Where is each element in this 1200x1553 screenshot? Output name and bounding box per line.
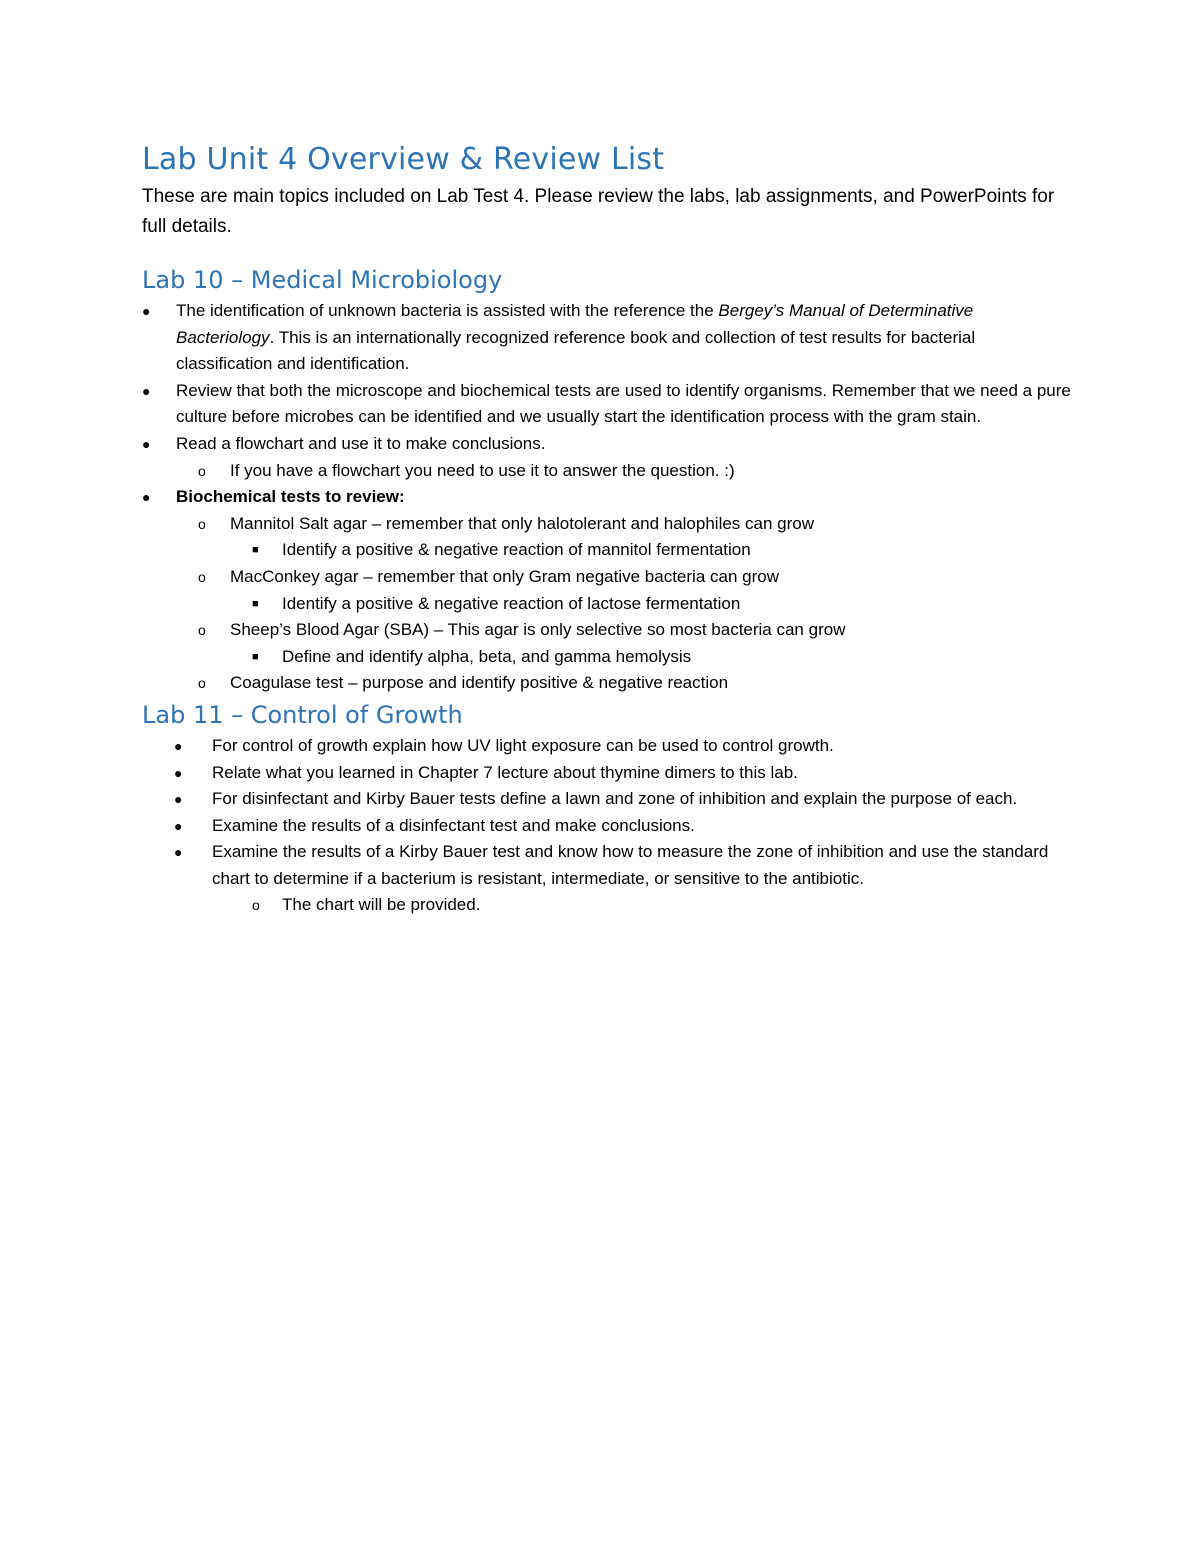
list-item	[142, 813, 1072, 840]
biochem-tests-list	[142, 670, 1072, 697]
list-item	[142, 378, 1072, 431]
list-item	[142, 298, 1072, 378]
hollow-circle-icon: o	[198, 622, 206, 639]
list-item	[142, 484, 1072, 511]
lab11-sublist	[142, 892, 1072, 919]
hollow-circle-icon: o	[198, 568, 206, 585]
square-bullet-icon: ■	[252, 544, 259, 557]
lab11-section	[142, 733, 1072, 919]
list-item	[142, 458, 1072, 485]
item-text: Identify a positive & negative reaction of lactose fermentation	[282, 593, 741, 613]
intro-paragraph: These are main topics included on Lab Test 4. Please review the labs, lab assignments, and PowerPoints for full details.	[142, 186, 1055, 237]
list-item	[142, 733, 1072, 760]
item-text: Biochemical tests to review:	[176, 487, 405, 507]
lab11-list	[142, 733, 1072, 893]
lab10-heading: Lab 10 – Medical Microbiology	[142, 266, 503, 294]
lab11-heading: Lab 11 – Control of Growth	[142, 700, 463, 729]
list-item	[142, 617, 1072, 644]
item-text: Read a flowchart and use it to make conclusions.	[176, 433, 546, 453]
item-text: If you have a flowchart you need to use it to answer the question. :)	[230, 460, 735, 480]
lab10-list	[142, 484, 1072, 511]
item-text: For disinfectant and Kirby Bauer tests define a lawn and zone of inhibition and explain the purpose of each.	[212, 789, 1018, 809]
list-item	[142, 431, 1072, 458]
item-text: Relate what you learned in Chapter 7 lecture about thymine dimers to this lab.	[212, 762, 798, 782]
manual-title: Bergey’s Manual of Determinative Bacteriology	[176, 301, 974, 347]
item-text: Sheep’s Blood Agar (SBA) – This agar is only selective so most bacteria can grow	[230, 620, 846, 640]
biochem-tests-list	[142, 564, 1072, 591]
bullet-dot-icon: ●	[142, 303, 151, 319]
hollow-circle-icon: o	[198, 515, 206, 532]
list-item	[142, 591, 1072, 618]
document-page	[142, 138, 1072, 919]
document-title: Lab Unit 4 Overview & Review List	[142, 142, 665, 177]
item-text: The chart will be provided.	[282, 895, 481, 915]
list-item	[142, 760, 1072, 787]
biochem-subitems	[142, 644, 1072, 671]
list-item	[142, 511, 1072, 538]
item-text: Identify a positive & negative reaction of mannitol fermentation	[282, 540, 751, 560]
item-text: MacConkey agar – remember that only Gram negative bacteria can grow	[230, 566, 779, 586]
item-text: Define and identify alpha, beta, and gamma hemolysis	[282, 646, 692, 666]
bullet-dot-icon: ●	[174, 791, 183, 808]
lab10-sublist	[142, 458, 1072, 485]
item-text: Coagulase test – purpose and identify positive & negative reaction	[230, 673, 729, 693]
item-text: The identification of unknown bacteria is assisted with the reference the	[176, 301, 719, 320]
bullet-dot-icon: ●	[142, 435, 151, 452]
biochem-tests-list	[142, 617, 1072, 644]
list-item	[142, 839, 1072, 892]
list-item	[142, 564, 1072, 591]
lab10-list	[142, 298, 1072, 458]
list-item	[142, 892, 1072, 919]
item-text: Examine the results of a Kirby Bauer test and know how to measure the zone of inhibition and use the standard chart to determine if a bacterium is resistant, intermediate, or sensitive to the antibiotic.	[212, 842, 1049, 888]
biochem-tests-list	[142, 511, 1072, 538]
square-bullet-icon: ■	[252, 597, 259, 610]
item-text: . This is an internationally recognized reference book and collection of test results for bacterial classification and identification.	[176, 327, 976, 374]
bullet-dot-icon: ●	[174, 737, 183, 754]
item-text: Examine the results of a disinfectant test and make conclusions.	[212, 815, 695, 835]
item-text: Mannitol Salt agar – remember that only halotolerant and halophiles can grow	[230, 513, 815, 533]
item-text: For control of growth explain how UV light exposure can be used to control growth.	[212, 735, 834, 755]
bullet-dot-icon: ●	[174, 817, 183, 834]
bullet-dot-icon: ●	[174, 764, 183, 781]
list-item	[142, 786, 1072, 813]
bullet-dot-icon: ●	[174, 844, 183, 861]
square-bullet-icon: ■	[252, 650, 259, 663]
list-item	[142, 644, 1072, 671]
bullet-dot-icon: ●	[142, 489, 151, 506]
hollow-circle-icon: o	[198, 462, 206, 479]
list-item	[142, 537, 1072, 564]
bullet-dot-icon: ●	[142, 382, 151, 399]
hollow-circle-icon: o	[198, 675, 206, 692]
biochem-subitems	[142, 537, 1072, 564]
biochem-subitems	[142, 591, 1072, 618]
hollow-circle-icon: o	[252, 897, 260, 914]
item-text: Review that both the microscope and biochemical tests are used to identify organisms. Remember that we need a pure culture before microbes can be identified and we usually start the identification process with the gram stain.	[176, 380, 1071, 427]
list-item	[142, 670, 1072, 697]
